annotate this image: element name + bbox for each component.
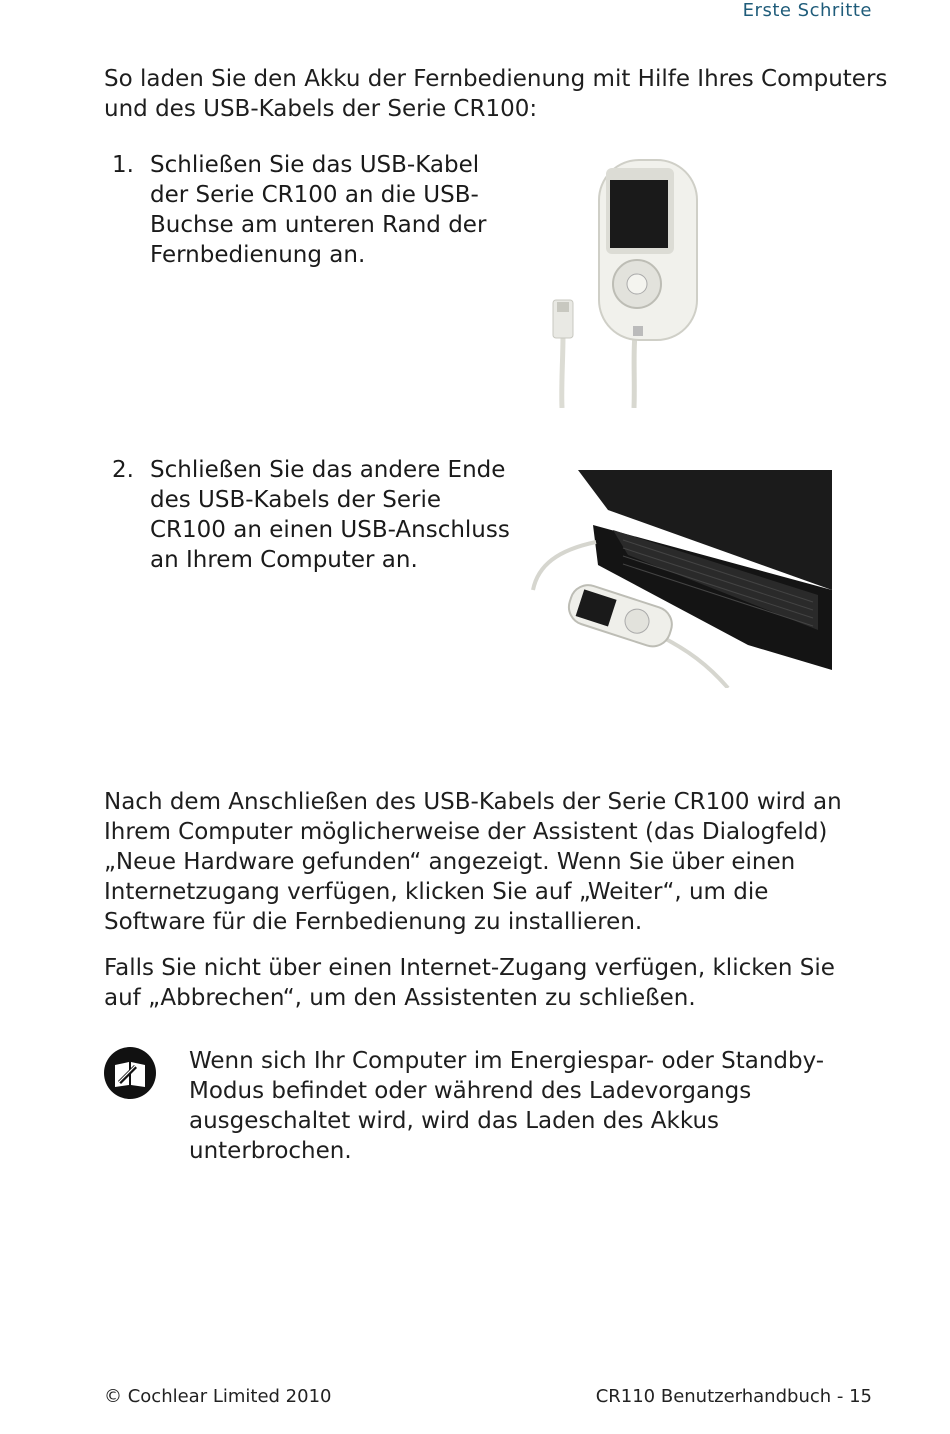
note-text: Wenn sich Ihr Computer im Energiespar- oder Standby-Modus befindet oder während des Ladevorgangs ausgeschaltet wird, wird das Laden des Akkus unterbrochen. bbox=[189, 1048, 825, 1164]
body-paragraph: Falls Sie nicht über einen Internet-Zugang verfügen, klicken Sie auf „Abbrechen“, um den Assistenten zu schließen. bbox=[104, 955, 835, 1011]
section-header: Erste Schritte bbox=[742, 0, 872, 21]
intro-paragraph: So laden Sie den Akku der Fernbedienung mit Hilfe Ihres Computers und des USB-Kabels der Serie CR100: bbox=[104, 66, 888, 122]
note-book-icon bbox=[104, 1047, 156, 1099]
remote-control-usb-image bbox=[513, 150, 705, 408]
step-number: 2. bbox=[112, 457, 134, 483]
step-number: 1. bbox=[112, 152, 134, 178]
step-text: Schließen Sie das andere Ende des USB-Kabels der Serie CR100 an einen USB-Anschluss an Ihrem Computer an. bbox=[150, 457, 510, 573]
copyright: © Cochlear Limited 2010 bbox=[104, 1386, 332, 1407]
step-text: Schließen Sie das USB-Kabel der Serie CR100 an die USB-Buchse am unteren Rand der Fernbedienung an. bbox=[150, 152, 487, 268]
laptop-usb-image bbox=[518, 470, 832, 688]
page-number: CR110 Benutzerhandbuch - 15 bbox=[595, 1386, 872, 1407]
body-paragraph: Nach dem Anschließen des USB-Kabels der Serie CR100 wird an Ihrem Computer möglicherweise der Assistent (das Dialogfeld) „Neue Hardware gefunden“ angezeigt. Wenn Sie über einen Internetzugang verfügen, klicken Sie auf „Weiter“, um die Software für die Fernbedienung zu installieren. bbox=[104, 789, 842, 935]
